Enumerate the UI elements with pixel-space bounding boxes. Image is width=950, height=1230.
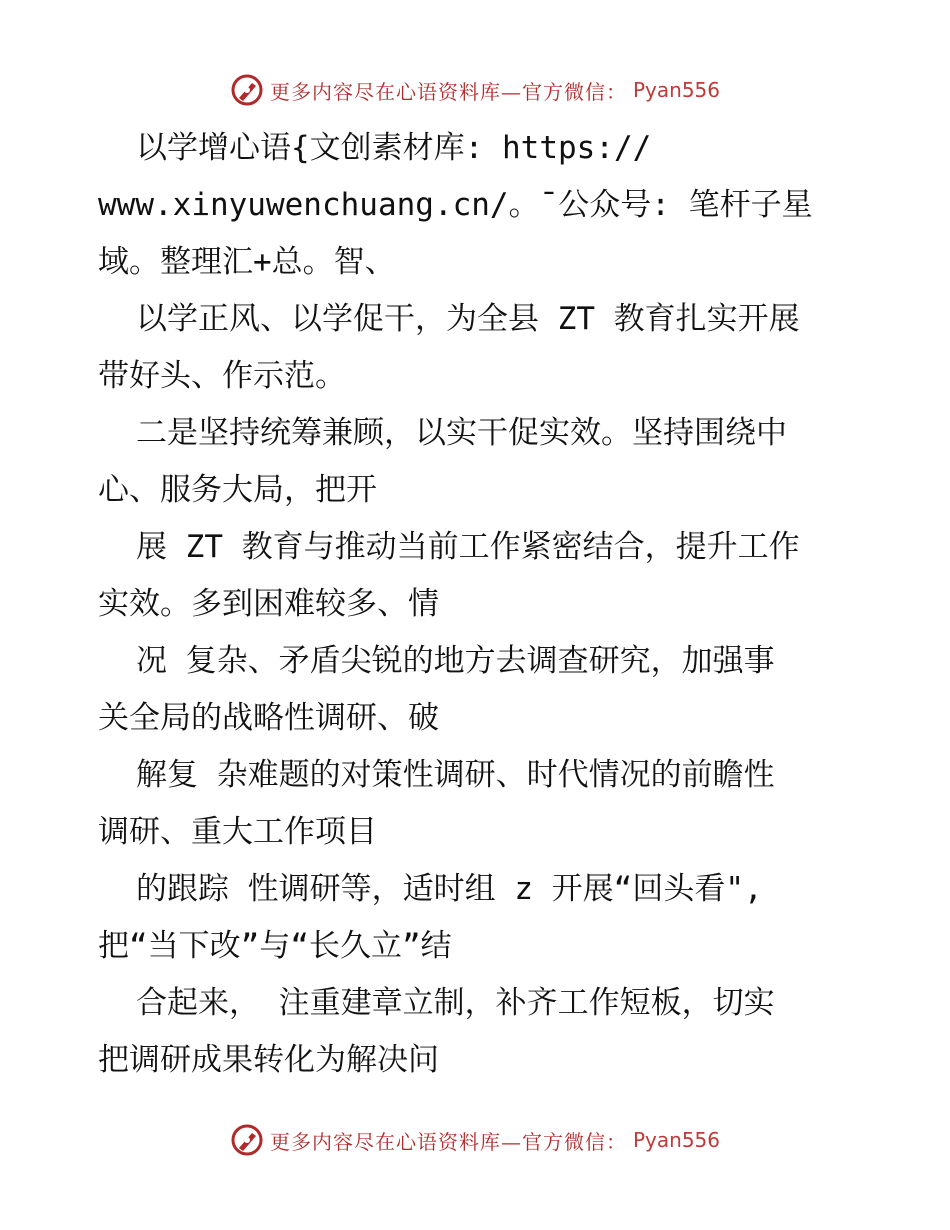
footer-watermark-banner xyxy=(0,1120,950,1160)
body-line: 以学增心语{文创素材库: https:// xyxy=(136,130,652,166)
body-line: 关全局的战略性调研、破 xyxy=(98,700,439,736)
document-body xyxy=(98,120,858,1089)
body-line: 把调研成果转化为解决问 xyxy=(98,1042,439,1078)
body-line: www.xinyuwenchuang.cn/。¯公众号: 笔杆子星 xyxy=(98,187,813,223)
body-line: 况 复杂、矛盾尖锐的地方去调查研究，加强事 xyxy=(136,643,775,679)
footer-banner-text: 更多内容尽在心语资料库—官方微信： xyxy=(269,1129,627,1154)
body-line: 合起来， 注重建章立制，补齐工作短板，切实 xyxy=(136,985,775,1021)
body-line: 解复 杂难题的对策性调研、时代情况的前瞻性 xyxy=(136,757,775,793)
header-banner-text: 更多内容尽在心语资料库—官方微信： xyxy=(269,79,627,104)
header-watermark-banner xyxy=(0,70,950,110)
pen-logo-icon xyxy=(230,73,264,107)
body-line: 把“当下改”与“长久立”结 xyxy=(98,928,452,964)
body-line: 的跟踪 性调研等，适时组 z 开展“回头看", xyxy=(136,871,763,907)
body-line: 二是坚持统筹兼顾，以实干促实效。坚持围绕中 xyxy=(136,415,787,451)
footer-banner-contact: Pyan556 xyxy=(632,1128,720,1152)
header-banner-contact: Pyan556 xyxy=(632,78,720,102)
body-line: 调研、重大工作项目 xyxy=(98,814,377,850)
body-line: 以学正风、以学促干，为全县 ZT 教育扎实开展 xyxy=(136,301,800,337)
body-line: 带好头、作示范。 xyxy=(98,358,346,394)
body-line: 心、服务大局，把开 xyxy=(98,472,377,508)
body-line: 展 ZT 教育与推动当前工作紧密结合，提升工作 xyxy=(136,529,800,565)
body-line: 实效。多到困难较多、情 xyxy=(98,586,439,622)
body-line: 域。整理汇+总。智、 xyxy=(98,244,396,280)
pen-logo-icon xyxy=(230,1123,264,1157)
